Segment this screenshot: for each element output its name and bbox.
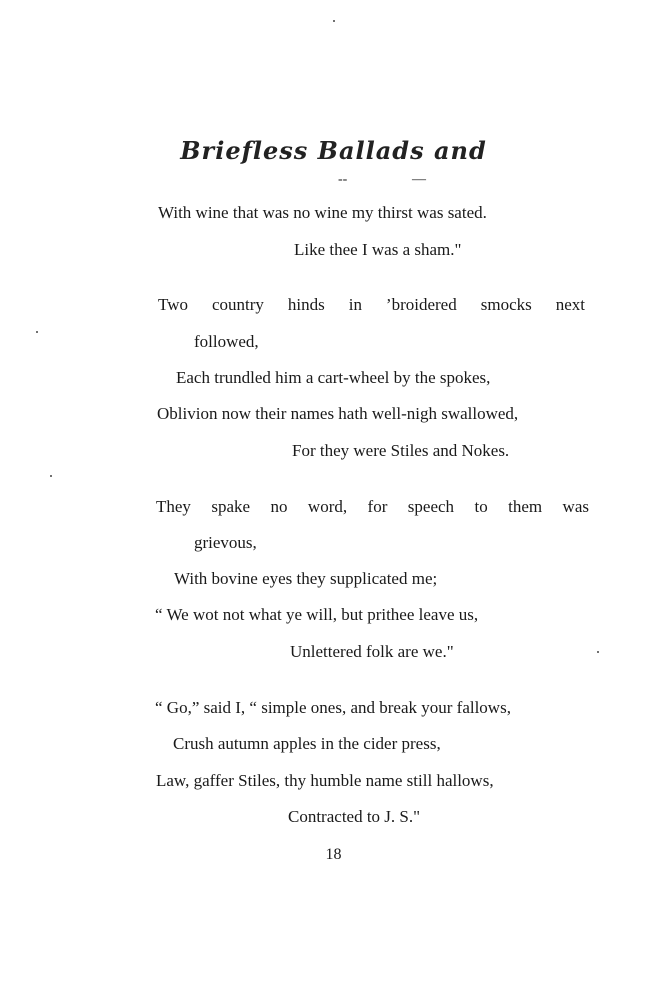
verse-line: Oblivion now their names hath well-nigh swallowed, [157, 404, 519, 423]
ink-speck [36, 331, 38, 333]
verse-line: With bovine eyes they supplicated me; [174, 569, 438, 588]
ink-speck [333, 20, 335, 22]
title-ornament-left: -- [338, 172, 348, 187]
page-number: 18 [325, 846, 342, 863]
verse-line: Law, gaffer Stiles, thy humble name still hallows, [156, 771, 494, 790]
verse-line: Crush autumn apples in the cider press, [173, 734, 441, 753]
verse-line: “ Go,” said I, “ simple ones, and break your fallows, [155, 698, 511, 717]
verse-line: They spake no word, for speech to them was [156, 497, 589, 516]
verse-line: followed, [194, 332, 259, 351]
verse-line: Each trundled him a cart-wheel by the spokes, [176, 368, 491, 387]
verse-line: Contracted to J. S." [288, 807, 421, 826]
running-title: Briefless Ballads and [180, 136, 487, 165]
verse-line: With wine that was no wine my thirst was sated. [158, 203, 487, 222]
verse-line: Two country hinds in ’broidered smocks next [158, 295, 585, 314]
verse-line: “ We wot not what ye will, but prithee leave us, [155, 605, 479, 624]
ink-speck [50, 475, 52, 477]
verse-line: Like thee I was a sham." [294, 240, 462, 259]
verse-line: grievous, [194, 533, 257, 552]
verse-line: For they were Stiles and Nokes. [292, 441, 510, 460]
verse-line: Unlettered folk are we." [290, 642, 454, 661]
title-ornament-right: — [412, 172, 426, 187]
ink-speck [597, 651, 599, 653]
